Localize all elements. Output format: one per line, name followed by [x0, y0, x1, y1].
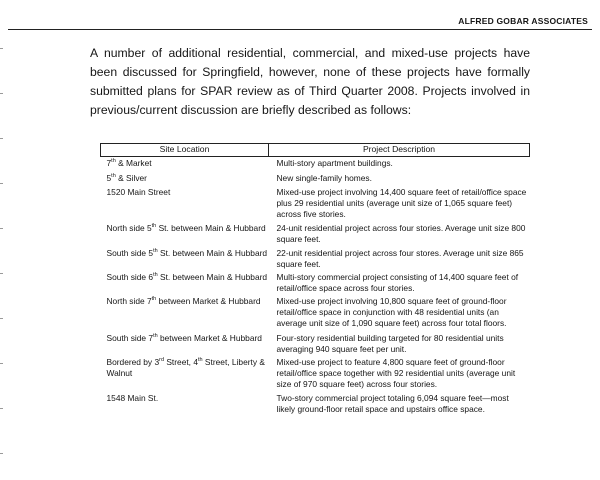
table-row — [101, 270, 530, 294]
site-location-cell — [101, 329, 269, 355]
margin-tick — [0, 363, 3, 364]
project-description-cell: 22-unit residential project across four stores. Average unit size 865 square feet. — [276, 248, 524, 269]
site-location-text: South side 5 — [106, 248, 154, 258]
project-description-cell: 24-unit residential project across four stories. Average unit size 800 square feet. — [276, 223, 526, 244]
table-header-row — [101, 144, 530, 157]
ordinal-suffix: th — [111, 158, 116, 164]
margin-tick — [0, 408, 3, 409]
ordinal-suffix: th — [111, 173, 116, 179]
ordinal-suffix: th — [153, 248, 158, 254]
site-location-text: & Silver — [115, 173, 147, 183]
site-location-text: 7 — [106, 158, 112, 168]
intro-paragraph: A number of additional residential, commercial, and mixed-use projects have been discussed for Springfield, however, none of these projects have formally submitted plans for SPAR review as of Third Quarter 2008. Projects involved in previous/current discussion are briefly described as follows: — [90, 46, 530, 117]
project-description-cell: Two-story commercial project totaling 6,094 square feet—most likely ground-floor retail space and upstairs office space. — [276, 393, 509, 414]
table-row — [101, 157, 530, 170]
margin-tick — [0, 138, 3, 139]
site-location-cell — [101, 270, 269, 294]
site-location-cell — [101, 390, 269, 415]
site-location-cell — [101, 157, 269, 170]
site-location-header: Site Location — [101, 144, 269, 157]
site-location-cell — [101, 169, 269, 184]
site-location-cell — [101, 220, 269, 245]
company-header: ALFRED GOBAR ASSOCIATES — [458, 16, 588, 26]
site-location-text: North side 7 — [106, 296, 152, 306]
table-row — [101, 245, 530, 270]
ordinal-suffix: th — [153, 333, 158, 339]
site-location-text: Bordered by 3 — [106, 357, 160, 367]
project-description-cell: Mixed-use project involving 14,400 square feet of retail/office space plus 29 residential units (average unit size of 1,065 square feet) across five stories. — [276, 187, 527, 219]
site-location-text: St. between Main & Hubbard — [157, 272, 268, 282]
project-description-cell: Four-story residential building targeted for 80 residential units averaging 940 square feet per unit. — [276, 333, 504, 354]
table-row — [101, 355, 530, 390]
site-location-text: St. between Main & Hubbard — [157, 248, 268, 258]
site-location-text: between Market & Hubbard — [157, 333, 262, 343]
site-location-text: Street, Liberty & Walnut — [106, 357, 265, 378]
site-location-text: South side 6 — [106, 272, 154, 282]
margin-tick — [0, 183, 3, 184]
project-description-cell: New single-family homes. — [276, 173, 372, 183]
margin-tick — [0, 453, 3, 454]
site-location-text: & Market — [115, 158, 152, 168]
margin-tick — [0, 273, 3, 274]
table-row — [101, 169, 530, 184]
site-location-text: 1520 Main Street — [106, 187, 171, 197]
ordinal-suffix: th — [151, 296, 157, 302]
site-location-text: 1548 Main St. — [106, 393, 159, 403]
projects-table-body — [101, 157, 530, 416]
table-row — [101, 184, 530, 220]
table-row — [101, 294, 530, 329]
ordinal-suffix: rd — [159, 357, 165, 363]
margin-tick — [0, 228, 3, 229]
table-row — [101, 390, 530, 415]
site-location-cell — [101, 355, 269, 390]
project-description-cell: Multi-story commercial project consisting of 14,400 square feet of retail/office space across four stories. — [276, 272, 519, 293]
project-description-cell: Multi-story apartment buildings. — [276, 158, 393, 168]
site-location-cell — [101, 245, 269, 270]
site-location-text: between Market & Hubbard — [156, 296, 261, 306]
table-row — [101, 220, 530, 245]
project-description-cell: Mixed-use project involving 10,800 square feet of ground-floor retail/office space in conjunction with 48 residential units (an average unit size of 1,090 square feet) across four total floors. — [276, 296, 507, 328]
ordinal-suffix: th — [198, 357, 203, 363]
site-location-text: Street, 4 — [164, 357, 198, 367]
project-description-header: Project Description — [269, 144, 530, 157]
project-description-cell: Mixed-use project to feature 4,800 square feet of ground-floor retail/office space together with 92 residential units (average unit size of 970 square feet) across four stories. — [276, 357, 516, 389]
site-location-cell — [101, 184, 269, 220]
projects-table — [100, 143, 530, 415]
site-location-text: North side 5 — [106, 223, 152, 233]
ordinal-suffix: th — [153, 272, 158, 278]
site-location-text: South side 7 — [106, 333, 154, 343]
site-location-cell — [101, 294, 269, 329]
header-rule — [8, 29, 592, 30]
margin-tick — [0, 93, 3, 94]
ordinal-suffix: th — [151, 223, 157, 229]
margin-tick — [0, 318, 3, 319]
margin-tick — [0, 48, 3, 49]
site-location-text: St. between Main & Hubbard — [156, 223, 266, 233]
site-location-text: 5 — [106, 173, 112, 183]
table-row — [101, 329, 530, 355]
